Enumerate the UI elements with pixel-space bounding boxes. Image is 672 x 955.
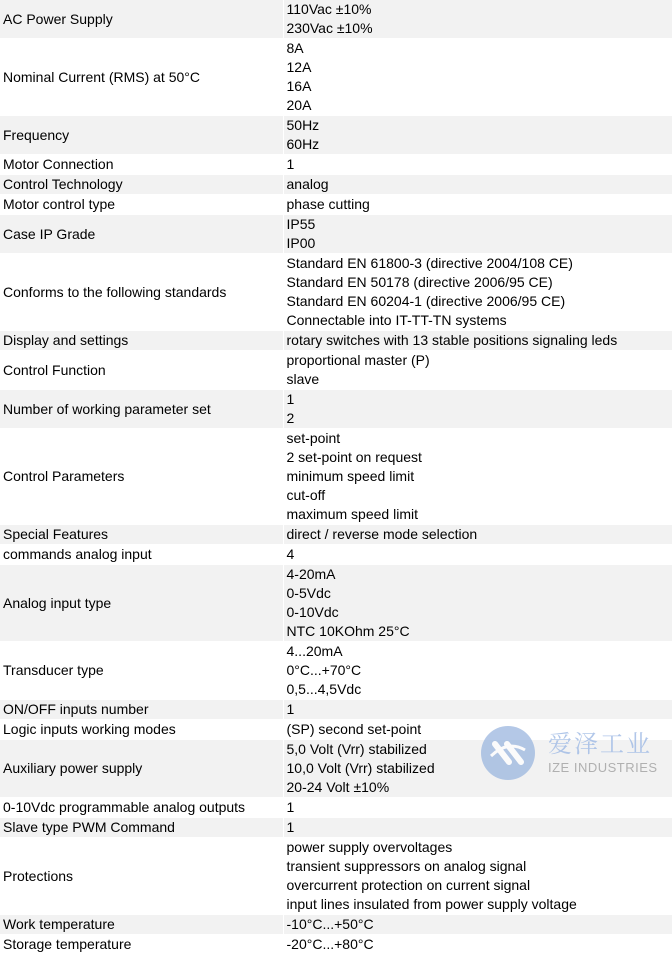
- spec-value: power supply overvoltages: [286, 839, 453, 855]
- spec-label: Control Parameters: [0, 429, 283, 525]
- spec-value: IP00: [286, 235, 316, 251]
- spec-label: Number of working parameter set: [0, 390, 283, 429]
- spec-value: 16A: [286, 78, 312, 94]
- spec-value-cell: [283, 331, 672, 351]
- spec-row: [0, 525, 672, 545]
- spec-value: 1: [286, 819, 295, 835]
- spec-value-cell: [283, 545, 672, 565]
- spec-label: ON/OFF inputs number: [0, 700, 283, 720]
- spec-value: 4: [286, 546, 295, 562]
- spec-row: [0, 0, 672, 39]
- spec-label: Motor Connection: [0, 155, 283, 175]
- spec-label: Protections: [0, 838, 283, 915]
- spec-value-cell: [283, 429, 672, 525]
- spec-label: Nominal Current (RMS) at 50°C: [0, 39, 283, 116]
- spec-value: phase cutting: [286, 196, 370, 212]
- spec-value: 5,0 Volt (Vrr) stabilized: [286, 741, 427, 757]
- spec-row: [0, 155, 672, 175]
- spec-value: rotary switches with 13 stable positions signaling leds: [286, 332, 618, 348]
- spec-value: NTC 10KOhm 25°C: [286, 623, 410, 639]
- spec-value: proportional master (P): [286, 352, 430, 368]
- spec-label: Slave type PWM Command: [0, 818, 283, 838]
- spec-value: 0-10Vdc: [286, 604, 339, 620]
- spec-label: Special Features: [0, 525, 283, 545]
- spec-row: [0, 838, 672, 915]
- spec-value: Standard EN 61800-3 (directive 2004/108 CE): [286, 255, 573, 271]
- spec-value-cell: [283, 642, 672, 700]
- spec-value: 2: [286, 410, 295, 426]
- spec-value: cut-off: [286, 487, 326, 503]
- spec-value: input lines insulated from power supply voltage: [286, 896, 577, 912]
- watermark-chinese-text: 爱泽工业: [548, 730, 652, 758]
- spec-value: 0°C...+70°C: [286, 662, 362, 678]
- spec-value: 1: [286, 391, 295, 407]
- spec-value: 0-5Vdc: [286, 585, 331, 601]
- spec-value-cell: [283, 39, 672, 116]
- spec-label: Display and settings: [0, 331, 283, 351]
- spec-value: analog: [286, 176, 329, 192]
- spec-value: set-point: [286, 430, 341, 446]
- spec-value: 1: [286, 799, 295, 815]
- spec-label: Transducer type: [0, 642, 283, 700]
- spec-value: 230Vac ±10%: [286, 20, 373, 36]
- spec-value: 20A: [286, 97, 312, 113]
- spec-row: [0, 429, 672, 525]
- spec-value-cell: [283, 838, 672, 915]
- spec-label: Control Function: [0, 351, 283, 390]
- spec-value-cell: [283, 935, 672, 955]
- spec-value-cell: [283, 798, 672, 818]
- spec-value-cell: [283, 0, 672, 39]
- spec-value: -20°C...+80°C: [286, 936, 374, 952]
- spec-value: 110Vac ±10%: [286, 1, 372, 17]
- spec-value: 1: [286, 701, 295, 717]
- spec-value-cell: [283, 740, 672, 798]
- spec-value: Connectable into IT-TT-TN systems: [286, 312, 507, 328]
- spec-value: 50Hz: [286, 117, 320, 133]
- spec-value-cell: [283, 116, 672, 155]
- watermark-english-text: IZE INDUSTRIES: [548, 760, 658, 775]
- spec-value-cell: [283, 175, 672, 195]
- spec-label: Control Technology: [0, 175, 283, 195]
- spec-value: IP55: [286, 216, 316, 232]
- spec-value: 1: [286, 156, 295, 172]
- spec-value-cell: [283, 565, 672, 642]
- spec-label: Frequency: [0, 116, 283, 155]
- spec-value: overcurrent protection on current signal: [286, 877, 531, 893]
- spec-label: Work temperature: [0, 915, 283, 935]
- spec-value-cell: [283, 351, 672, 390]
- spec-value: 20-24 Volt ±10%: [286, 779, 390, 795]
- spec-row: [0, 700, 672, 720]
- spec-value: Standard EN 50178 (directive 2006/95 CE): [286, 274, 553, 290]
- spec-value: 60Hz: [286, 136, 320, 152]
- spec-value: -10°C...+50°C: [286, 916, 374, 932]
- spec-value: 2 set-point on request: [286, 449, 422, 465]
- spec-label: Analog input type: [0, 565, 283, 642]
- spec-label: commands analog input: [0, 545, 283, 565]
- spec-value: slave: [286, 371, 320, 387]
- spec-value-cell: [283, 254, 672, 331]
- spec-value: 12A: [286, 59, 312, 75]
- spec-value: direct / reverse mode selection: [286, 526, 478, 542]
- spec-value-cell: [283, 818, 672, 838]
- spec-value: minimum speed limit: [286, 468, 415, 484]
- spec-value-cell: [283, 195, 672, 215]
- spec-row: [0, 642, 672, 700]
- spec-value-cell: [283, 155, 672, 175]
- spec-label: Auxiliary power supply: [0, 740, 283, 798]
- spec-row: [0, 818, 672, 838]
- spec-row: [0, 798, 672, 818]
- spec-value: 4-20mA: [286, 566, 336, 582]
- spec-row: [0, 39, 672, 116]
- spec-label: Conforms to the following standards: [0, 254, 283, 331]
- spec-label: Storage temperature: [0, 935, 283, 955]
- spec-label: Case IP Grade: [0, 215, 283, 254]
- spec-row: [0, 116, 672, 155]
- spec-row: [0, 215, 672, 254]
- spec-label: Motor control type: [0, 195, 283, 215]
- spec-row: [0, 195, 672, 215]
- spec-value: 8A: [286, 40, 304, 56]
- spec-row: [0, 390, 672, 429]
- spec-label: Logic inputs working modes: [0, 720, 283, 740]
- spec-value-cell: [283, 215, 672, 254]
- spec-row: [0, 175, 672, 195]
- spec-value: (SP) second set-point: [286, 721, 422, 737]
- spec-value: 0,5...4,5Vdc: [286, 681, 362, 697]
- spec-row: [0, 254, 672, 331]
- spec-value-cell: [283, 390, 672, 429]
- spec-value: 10,0 Volt (Vrr) stabilized: [286, 760, 435, 776]
- spec-value-cell: [283, 720, 672, 740]
- spec-row: [0, 565, 672, 642]
- spec-label: AC Power Supply: [0, 0, 283, 39]
- spec-row: [0, 740, 672, 798]
- spec-row: [0, 545, 672, 565]
- spec-value-cell: [283, 700, 672, 720]
- spec-label: 0-10Vdc programmable analog outputs: [0, 798, 283, 818]
- spec-value: transient suppressors on analog signal: [286, 858, 527, 874]
- spec-row: [0, 351, 672, 390]
- spec-value: maximum speed limit: [286, 506, 418, 522]
- spec-row: [0, 935, 672, 955]
- spec-value: Standard EN 60204-1 (directive 2006/95 CE): [286, 293, 566, 309]
- spec-row: [0, 331, 672, 351]
- spec-row: [0, 720, 672, 740]
- spec-value-cell: [283, 525, 672, 545]
- spec-value: 4...20mA: [286, 643, 343, 659]
